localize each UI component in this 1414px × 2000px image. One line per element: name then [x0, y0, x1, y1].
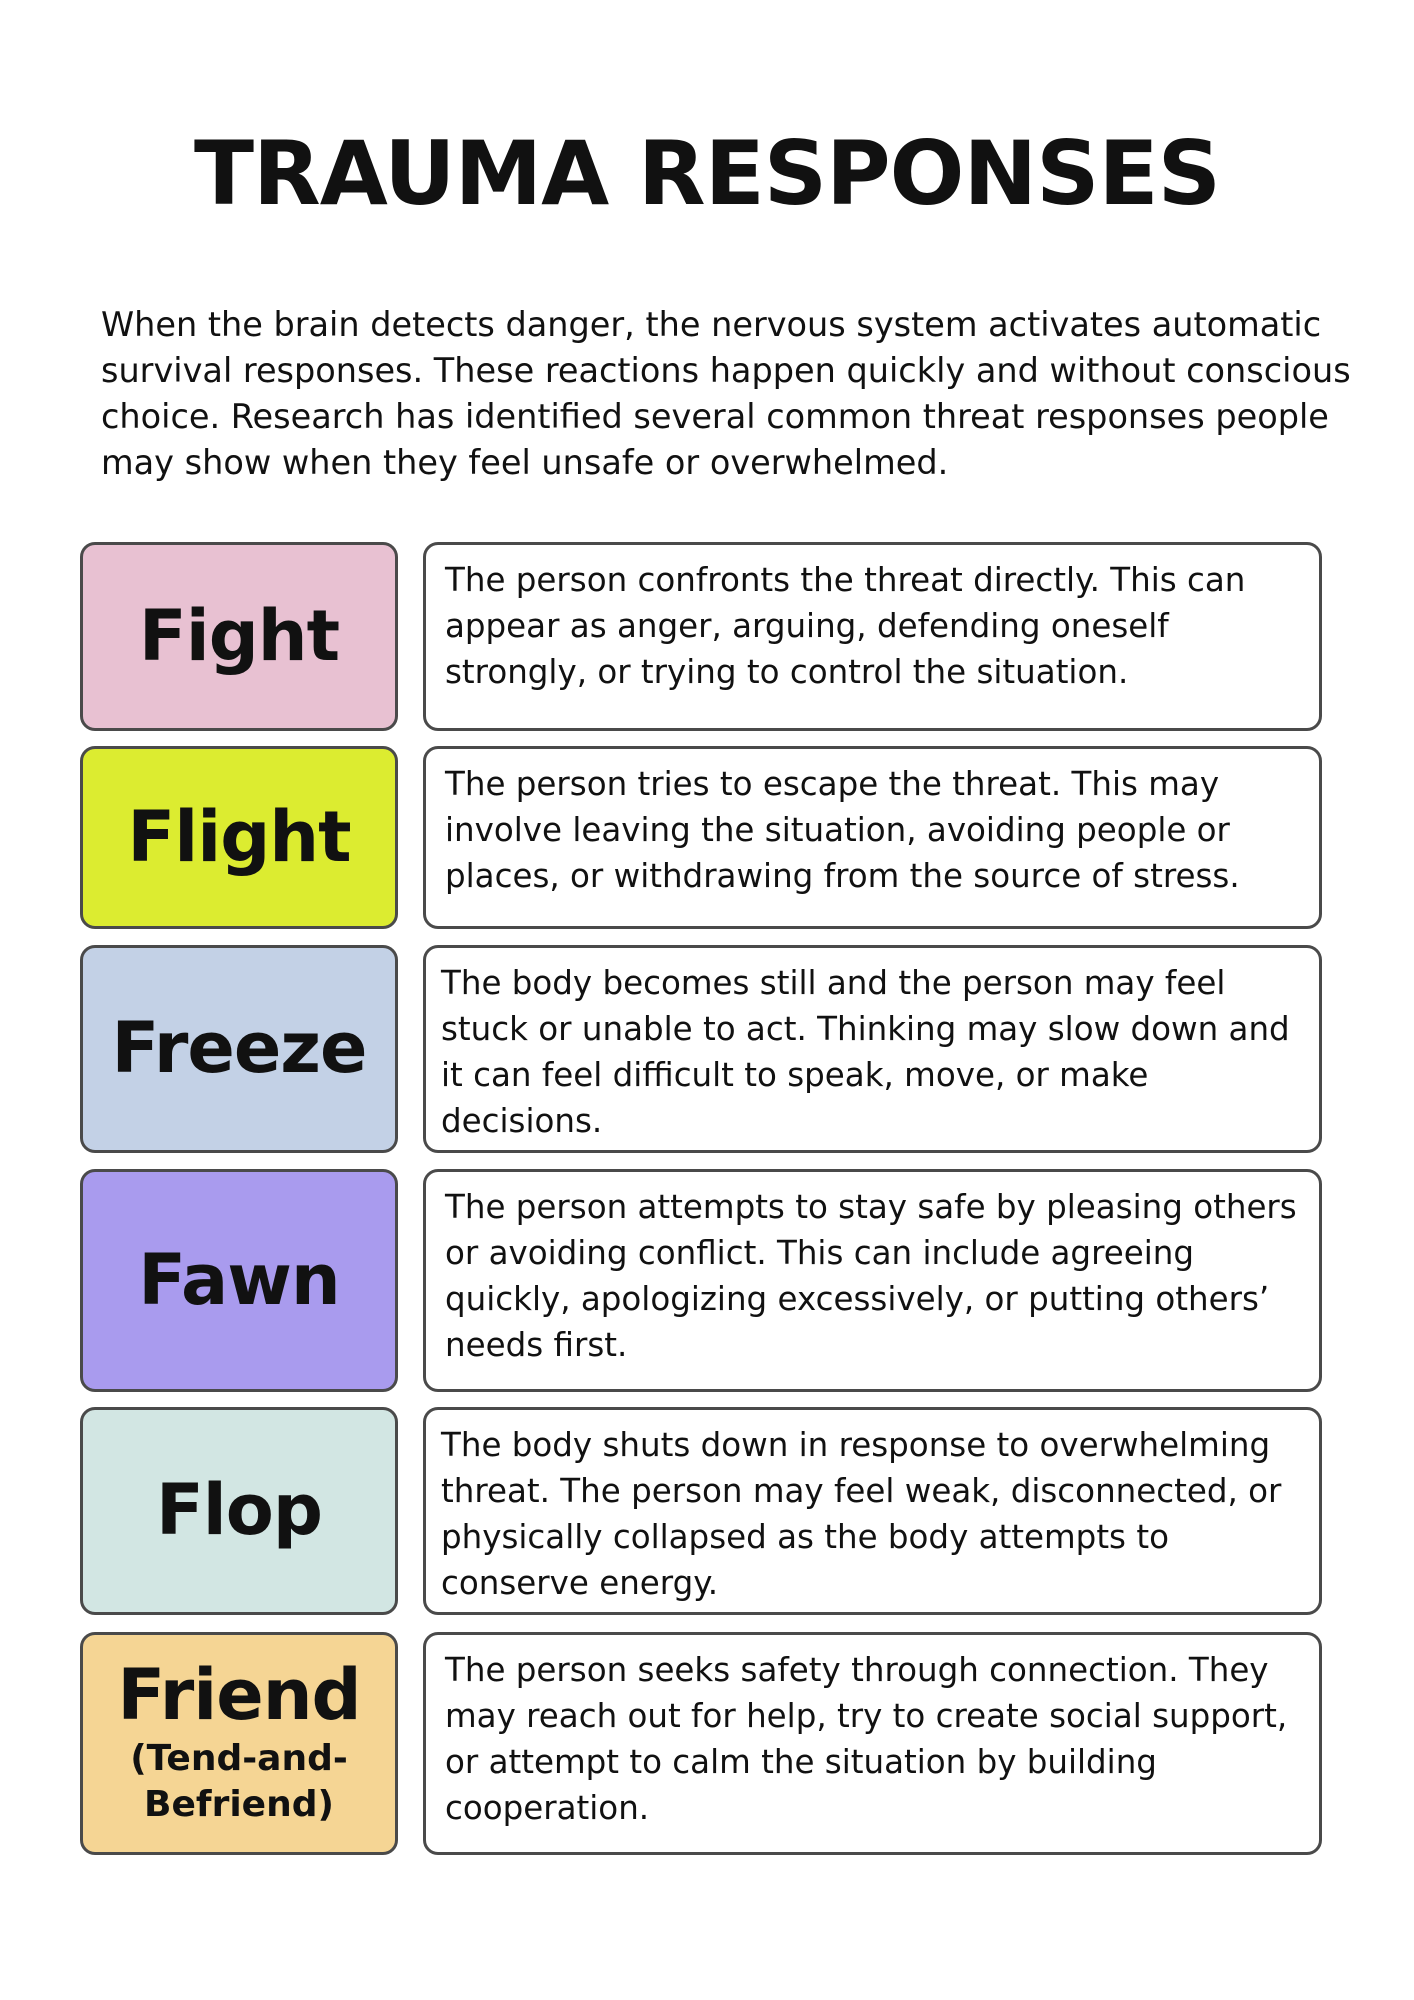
- response-label: Fight: [138, 594, 340, 677]
- response-row-fight: [80, 542, 1322, 731]
- response-label: Freeze: [111, 1007, 367, 1090]
- response-row-fawn: [80, 1169, 1322, 1392]
- intro-paragraph: When the brain detects danger, the nervous system activates automatic survival responses. These reactions happen quickly and without conscious choice. Research has identified several common threat responses people may show when they feel unsafe or overwhelmed.: [101, 305, 1351, 482]
- response-row-friend: [80, 1632, 1322, 1855]
- response-description: The person tries to escape the threat. This may involve leaving the situation, avoiding people or places, or withdrawing from the source of stress.: [445, 765, 1240, 895]
- response-description: The body shuts down in response to overwhelming threat. The person may feel weak, disconnected, or physically collapsed as the body attempts to conserve energy.: [441, 1426, 1282, 1602]
- description-box-friend: [423, 1632, 1322, 1855]
- response-description: The person confronts the threat directly. This can appear as anger, arguing, defending oneself strongly, or trying to control the situation.: [445, 561, 1246, 691]
- response-label: Flop: [155, 1469, 322, 1552]
- label-box-fawn: [80, 1169, 398, 1392]
- response-description: The person attempts to stay safe by pleasing others or avoiding conflict. This can include agreeing quickly, apologizing excessively, or putting others’ needs first.: [445, 1188, 1297, 1364]
- response-row-freeze: [80, 945, 1322, 1153]
- response-label: Flight: [127, 795, 351, 878]
- label-box-flop: [80, 1407, 398, 1615]
- label-box-fight: [80, 542, 398, 731]
- response-row-flop: [80, 1407, 1322, 1615]
- label-box-freeze: [80, 945, 398, 1153]
- response-description: The person seeks safety through connection. They may reach out for help, try to create social support, or attempt to calm the situation by building cooperation.: [445, 1651, 1288, 1827]
- description-box-fawn: [423, 1169, 1322, 1392]
- response-sublabel: (Tend-and-Befriend): [130, 1738, 348, 1826]
- response-description: The body becomes still and the person may feel stuck or unable to act. Thinking may slow down and it can feel difficult to speak, move, or make decisions.: [441, 964, 1290, 1140]
- response-label: Friend: [117, 1653, 361, 1736]
- description-box-fight: [423, 542, 1322, 731]
- response-label: Fawn: [138, 1238, 340, 1321]
- response-row-flight: [80, 746, 1322, 929]
- label-box-flight: [80, 746, 398, 929]
- description-box-freeze: [423, 945, 1322, 1153]
- page-title: TRAUMA RESPONSES: [193, 122, 1221, 225]
- label-box-friend: [80, 1632, 398, 1855]
- description-box-flight: [423, 746, 1322, 929]
- description-box-flop: [423, 1407, 1322, 1615]
